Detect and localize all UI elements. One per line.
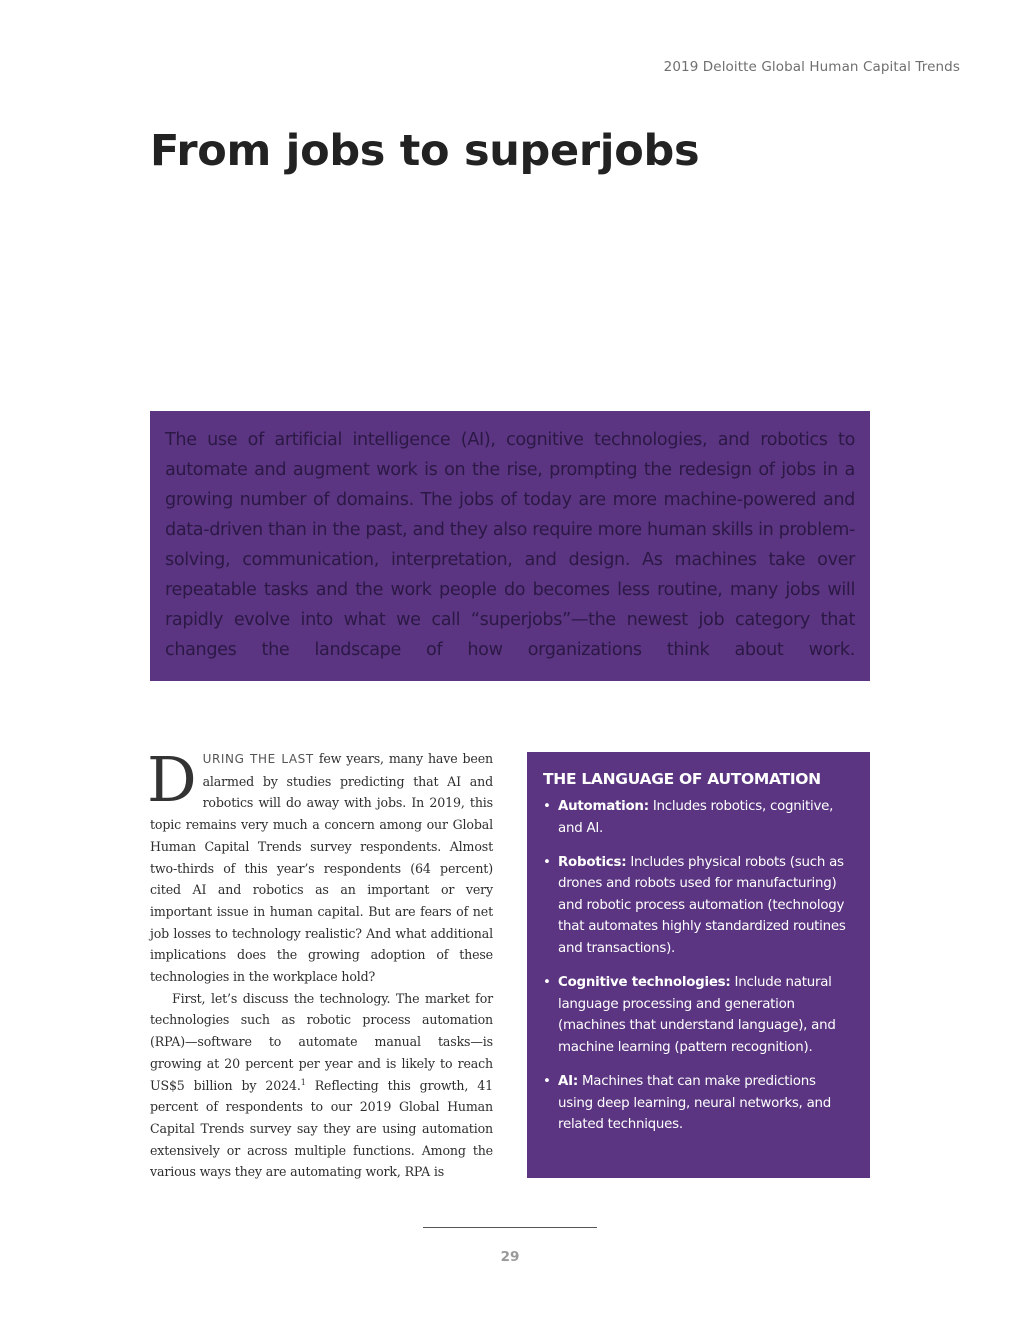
glossary-definition: Includes robotics, cognitive, and AI. bbox=[558, 799, 834, 836]
body-paragraph-2-text-a: First, let’s discuss the technology. The market for technologies such as robotic process automation (RPA)—software to automate manual tasks—is growing at 20 percent per year and is likely to reach US$5 billion by 2024. bbox=[150, 990, 493, 1093]
body-text-column bbox=[147, 743, 493, 1183]
glossary-term: Automation: bbox=[558, 799, 649, 814]
glossary-item-cognitive-technologies bbox=[543, 972, 854, 1058]
page-title: From jobs to superjobs bbox=[150, 126, 700, 176]
glossary-definition: Include natural language processing and generation (machines that understand language), and machine learning (pattern recognition). bbox=[558, 975, 836, 1055]
automation-glossary-sidebar bbox=[527, 752, 870, 1178]
bullet-icon: • bbox=[543, 854, 551, 870]
glossary-item-robotics bbox=[543, 852, 854, 960]
drop-cap: D bbox=[147, 743, 197, 816]
sidebar-title: THE LANGUAGE OF AUTOMATION bbox=[543, 770, 821, 788]
glossary-item-automation bbox=[543, 796, 854, 839]
glossary-item-ai bbox=[543, 1071, 854, 1136]
body-paragraph-2 bbox=[150, 988, 493, 1183]
body-paragraph-1 bbox=[147, 743, 493, 988]
glossary-term: AI: bbox=[558, 1074, 578, 1090]
running-header: 2019 Deloitte Global Human Capital Trends bbox=[663, 59, 960, 75]
page-number: 29 bbox=[500, 1249, 520, 1265]
glossary-term: Cognitive technologies: bbox=[558, 975, 731, 991]
footer-divider bbox=[423, 1227, 597, 1228]
intro-text: The use of artificial intelligence (AI), cognitive technologies, and robotics to automate and augment work is on the rise, prompting the redesign of jobs in a growing number of domains. The jobs of today are more machine-powered and data-driven than in the past, and they also require more human skills in problem-solving, communication, interpretation, and design. As machines take over repeatable tasks and the work people do becomes less routine, many jobs will rapidly evolve into what we call “superjobs”—the newest job category that changes the landscape of how organizations think about work. bbox=[165, 430, 855, 660]
intro-callout-box bbox=[150, 411, 870, 681]
body-paragraph-1-text: few years, many have been alarmed by studies predicting that AI and robotics will do away with jobs. In 2019, this topic remains very much a concern among our Global Human Capital Trends survey respondents. Almost two-thirds of this year’s respondents (64 percent) cited AI and robotics as an important or very important issue in human capital. But are fears of net job losses to technology realistic? And what additional implications does the growing adoption of these technologies in the workplace hold? bbox=[150, 751, 493, 985]
glossary-term: Robotics: bbox=[558, 854, 627, 870]
bullet-icon: • bbox=[543, 975, 551, 991]
footnote-marker[interactable]: 1 bbox=[300, 1077, 306, 1087]
body-paragraph-2-text-b: Reflecting this growth, 41 percent of respondents to our 2019 Global Human Capital Trends survey say they are using automation extensively or across multiple functions. Among the various ways they are automating work, RPA is bbox=[150, 1077, 493, 1180]
glossary-definition: Machines that can make predictions using deep learning, neural networks, and related techniques. bbox=[558, 1074, 832, 1133]
glossary-list bbox=[543, 796, 854, 1136]
bullet-icon: • bbox=[543, 799, 551, 814]
glossary-definition: Includes physical robots (such as drones and robots used for manufacturing) and robotic process automation (technology that automates highly standardized routines and transactions). bbox=[558, 854, 846, 957]
bullet-icon: • bbox=[543, 1074, 551, 1090]
lead-in-smallcaps: URING THE LAST bbox=[202, 752, 314, 766]
